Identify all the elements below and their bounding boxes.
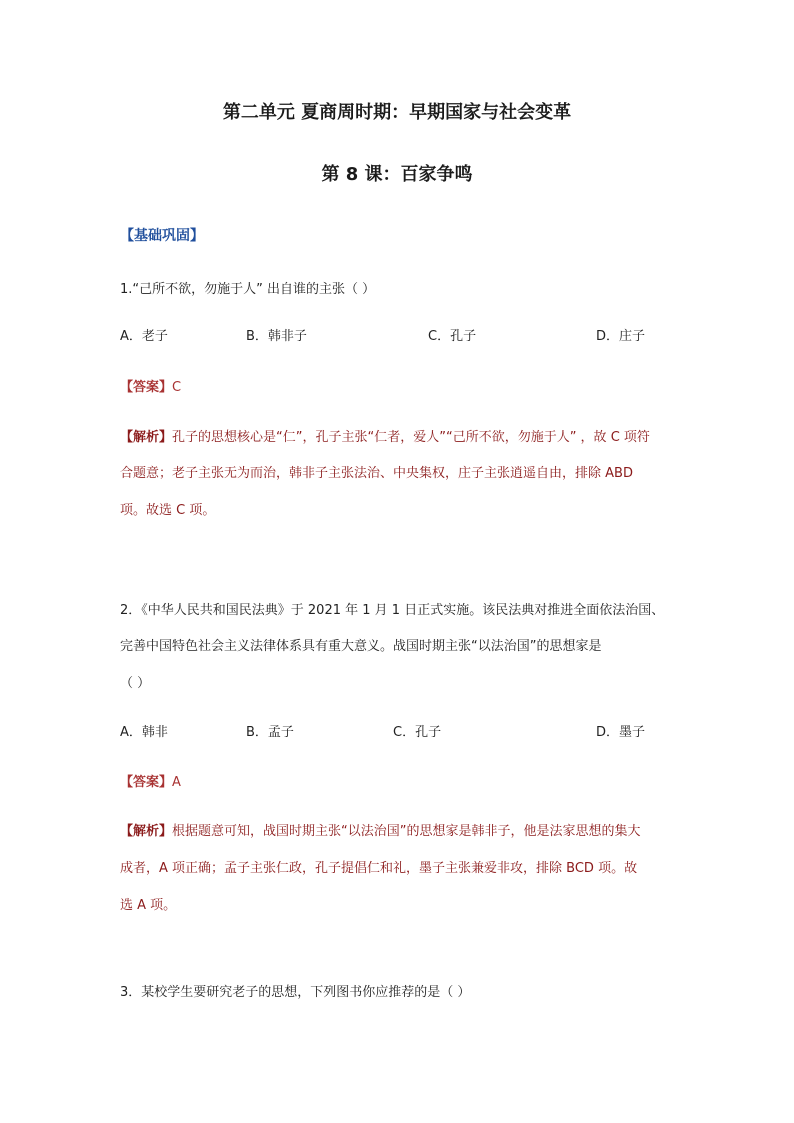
question-2-option-b: B．孟子 xyxy=(246,725,294,740)
question-2-explanation-line-1 xyxy=(120,823,641,841)
question-2-option-d: D．墨子 xyxy=(596,725,646,740)
question-1-options xyxy=(120,328,680,346)
question-2-options xyxy=(120,724,680,742)
section-heading: 【基础巩固】 xyxy=(120,228,204,244)
explanation-text: 根据题意可知，战国时期主张“以法治国”的思想家是韩非子，他是法家思想的集大 xyxy=(172,824,641,839)
question-1-option-a: A．老子 xyxy=(120,329,168,344)
question-1-stem: 1.“己所不欲，勿施于人” 出自谁的主张（ ） xyxy=(120,282,376,297)
question-1-option-d: D．庄子 xyxy=(596,329,646,344)
question-2-option-c: C．孔子 xyxy=(393,725,442,740)
answer-tag: 【答案】 xyxy=(120,775,173,790)
answer-tag: 【答案】 xyxy=(120,380,173,395)
question-1-answer xyxy=(120,379,181,397)
explanation-tag: 【解析】 xyxy=(120,430,173,445)
question-1-option-c: C．孔子 xyxy=(428,329,477,344)
explanation-text: 孔子的思想核心是“仁”，孔子主张“仁者，爱人”“己所不欲，勿施于人” ，故 C 项符 xyxy=(172,430,650,445)
question-3-stem: 3．某校学生要研究老子的思想，下列图书你应推荐的是（ ） xyxy=(120,985,471,1000)
question-2-explanation-line-3: 选 A 项。 xyxy=(120,898,177,913)
lesson-title: 第 8 课：百家争鸣 xyxy=(321,164,473,185)
answer-value: C xyxy=(172,380,182,395)
question-2-option-a: A．韩非 xyxy=(120,725,168,740)
question-1-explanation-line-1 xyxy=(120,429,650,447)
answer-value: A xyxy=(172,775,181,790)
question-1-option-b: B．韩非子 xyxy=(246,329,307,344)
explanation-tag: 【解析】 xyxy=(120,824,173,839)
question-2-stem-line-2: 完善中国特色社会主义法律体系具有重大意义。战国时期主张“以法治国”的思想家是 xyxy=(120,639,602,654)
question-2-stem-line-1: 2．《中华人民共和国民法典》于 2021 年 1 月 1 日正式实施。该民法典对推进全面依法治国、 xyxy=(120,603,665,618)
question-2-explanation-line-2: 成者，A 项正确；孟子主张仁政，孔子提倡仁和礼，墨子主张兼爱非攻，排除 BCD 项。故 xyxy=(120,861,638,876)
unit-title: 第二单元 夏商周时期：早期国家与社会变革 xyxy=(222,102,572,123)
question-1-explanation-line-2: 合题意；老子主张无为而治，韩非子主张法治、中央集权，庄子主张逍遥自由，排除 ABD xyxy=(120,466,633,481)
question-1-explanation-line-3: 项。故选 C 项。 xyxy=(120,503,216,518)
question-2-answer xyxy=(120,774,181,792)
question-2-stem-line-3: （ ） xyxy=(120,676,151,691)
